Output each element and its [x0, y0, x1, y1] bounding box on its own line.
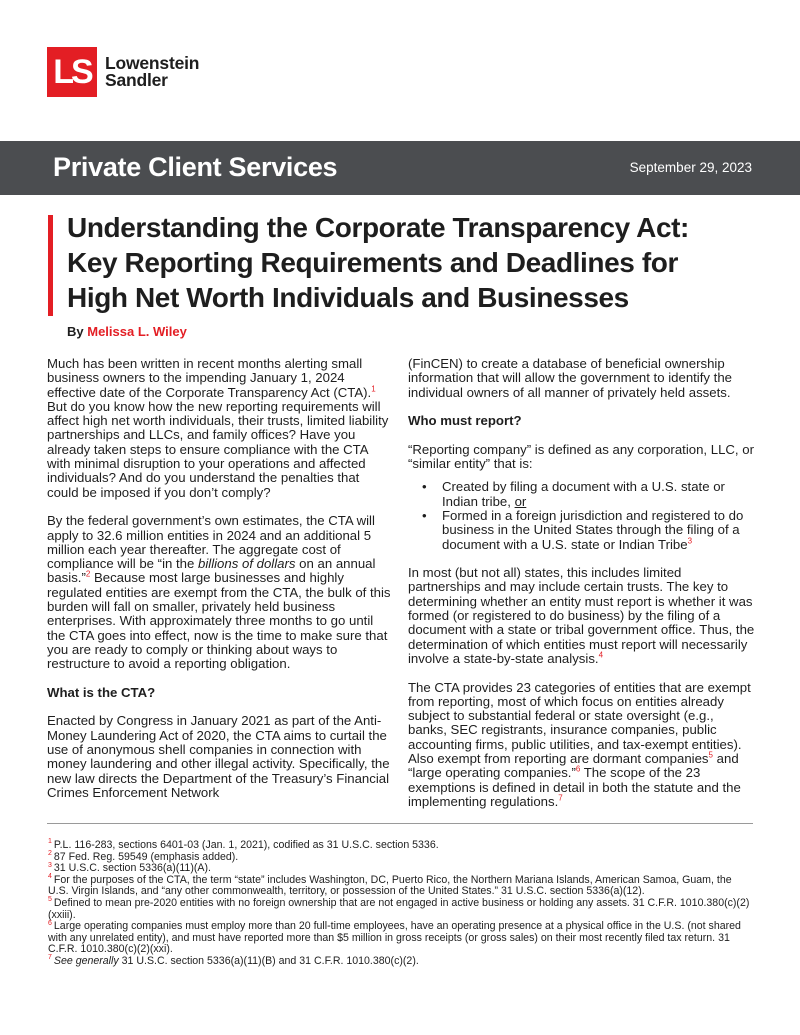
text: In most (but not all) states, this includes limited partnerships and may include certain trusts. The key to determining whether an entity must report is whether it was formed (or registered to do business) by the filing of a document with a state or tribal government office. Thus, the determination of which entities must report will necessarily involve a state-by-state analysis.	[408, 565, 755, 666]
footnote-5	[48, 898, 753, 921]
paragraph-states	[408, 566, 756, 666]
title-line-3: High Net Worth Individuals and Businesses	[67, 282, 629, 313]
text: But do you know how the new reporting requirements will affect high net worth individuals, their trusts, limited liability partnerships and LLCs, and family offices? Have you already taken steps to ensure compliance with the CTA with minimal disruption to your operations and affected individuals? And do you understand the penalties that could be imposed if you don’t comply?	[47, 398, 389, 500]
paragraph-exemptions	[408, 681, 756, 810]
footnote-number: 2	[48, 850, 52, 858]
footnote-text: 31 U.S.C. section 5336(a)(11)(A).	[53, 862, 211, 875]
footnote-6	[48, 921, 753, 956]
logo-wordmark	[105, 55, 199, 89]
paragraph-estimates	[47, 514, 392, 671]
logo-line-2: Sandler	[105, 70, 168, 90]
text: Because most large businesses and highly regulated entities are exempt from the CTA, the bulk of this burden will fall on smaller, privately held business enterprises. With approximately three months to go until the CTA goes into effect, now is the time to make sure that you are ready to comply or thinking about ways to restructure to avoid a reporting obligation.	[47, 570, 391, 672]
footnote-divider	[47, 823, 753, 824]
footnote-text: P.L. 116-283, sections 6401-03 (Jan. 1, 2021), codified as 31 U.S.C. section 5336.	[53, 839, 439, 851]
section-banner	[0, 141, 800, 195]
byline-prefix: By	[67, 324, 84, 339]
footnote-ref-1[interactable]: 1	[371, 384, 376, 394]
footnote-text: 31 U.S.C. section 5336(a)(11)(B) and 31 C.F.R. 1010.380(c)(2).	[118, 954, 419, 967]
paragraph-fincen: (FinCEN) to create a database of beneficial ownership information that will allow the government to identify the individual owners of all manner of privately held assets.	[408, 356, 732, 400]
text: Much has been written in recent months alerting small business owners to the impending January 1, 2024 effective date of the Corporate Transparency Act (CTA).	[47, 356, 372, 400]
footnote-ref-3[interactable]: 3	[687, 536, 693, 546]
footnote-text: For the purposes of the CTA, the term “state” includes Washington, DC, Puerto Rico, the Northern Mariana Islands, American Samoa, Guam, the U.S. Virgin Islands, and “any other commonwealth, territory, or possession of the United States.” 31 U.S.C. section 5336(a)(12).	[48, 873, 732, 898]
footnote-ref-5[interactable]: 5	[708, 750, 713, 760]
underlined-text: or	[514, 493, 527, 509]
title-line-2: Key Reporting Requirements and Deadlines for	[67, 247, 678, 278]
footnote-ref-4[interactable]: 4	[598, 650, 604, 660]
criteria-list	[422, 480, 756, 551]
logo	[47, 47, 199, 97]
footnote-4	[48, 875, 753, 898]
logo-mark	[47, 47, 97, 97]
footnote-emphasis: See generally	[53, 954, 119, 967]
text: The CTA provides 23 categories of entities that are exempt from reporting, most of which focus on entities already subject to substantial federal or state oversight (e.g., banks, SEC registrants, insurance companies, public accounting firms, public utilities, and tax-exempt entities). Also exempt from reporting are dormant companies	[408, 679, 751, 767]
footnote-ref-7[interactable]: 7	[558, 793, 563, 803]
title-line-1: Understanding the Corporate Transparency Act:	[67, 212, 689, 243]
publication-date: September 29, 2023	[629, 160, 752, 175]
heading-what-is-cta: What is the CTA?	[47, 684, 156, 700]
footnote-text: 87 Fed. Reg. 59549 (emphasis added).	[53, 850, 239, 863]
footnote-number: 4	[48, 873, 52, 881]
text: on an annual basis.”	[47, 556, 376, 586]
list-item	[422, 509, 756, 552]
paragraph-intro	[47, 357, 392, 500]
list-item	[422, 480, 756, 509]
logo-mark-text: LS	[53, 53, 91, 91]
banner-title: Private Client Services	[53, 152, 338, 182]
text: Formed in a foreign jurisdiction and registered to do business in the United States through the filing of a document with a U.S. state or Indian Tribe	[442, 507, 744, 552]
left-column	[47, 357, 392, 815]
footnote-number: 3	[48, 861, 52, 869]
text: The scope of the 23 exemptions is defined in detail in both the statute and the implementing regulations.	[408, 765, 741, 809]
footnotes	[48, 840, 753, 968]
footnote-text: Defined to mean pre-2020 entities with no foreign ownership that are not engaged in active business or holding any assets. 31 C.F.R. 1010.380(c)(2)(xxiii).	[48, 896, 750, 921]
right-column	[408, 357, 756, 824]
text: By the federal government’s own estimates, the CTA will apply to 32.6 million entities in 2024 and an additional 5 million each year thereafter. The aggregate cost of compliance will be “in the	[47, 513, 375, 572]
logo-line-1: Lowenstein	[105, 53, 200, 73]
footnote-text: Large operating companies must employ more than 20 full-time employees, have an operating presence at a physical office in the U.S. (not shared with any unrelated entity), and must have reported more than $5 million in gross receipts (or gross sales) on their most recently filed tax return. 31 C.F.R. 1010.380(c)(2)(xxi).	[48, 920, 741, 956]
paragraph-definition: “Reporting company” is defined as any corporation, LLC, or “similar entity” that is:	[408, 441, 754, 472]
paragraph-enacted: Enacted by Congress in January 2021 as part of the Anti-Money Laundering Act of 2020, the CTA aims to curtail the use of anonymous shell companies in connection with money laundering and other illegal activity. Specifically, the new law directs the Department of the Treasury’s Financial Crimes Enforcement Network	[47, 713, 390, 800]
footnote-number: 6	[48, 919, 52, 927]
footnote-number: 5	[48, 896, 52, 904]
heading-who-must-report: Who must report?	[408, 413, 522, 429]
text: and “large operating companies.”	[408, 751, 739, 781]
footnote-number: 7	[48, 954, 52, 962]
footnote-ref-6[interactable]: 6	[575, 764, 581, 774]
document-title	[67, 210, 767, 315]
title-accent-bar	[48, 215, 53, 316]
byline	[67, 324, 187, 339]
author-link[interactable]: Melissa L. Wiley	[87, 324, 187, 339]
footnote-number: 1	[48, 838, 52, 846]
emphasis-text: billions of dollars	[198, 556, 296, 572]
footnote-7	[48, 956, 753, 968]
footnote-ref-2[interactable]: 2	[85, 570, 91, 580]
text: Created by filing a document with a U.S. state or Indian tribe,	[442, 479, 725, 509]
